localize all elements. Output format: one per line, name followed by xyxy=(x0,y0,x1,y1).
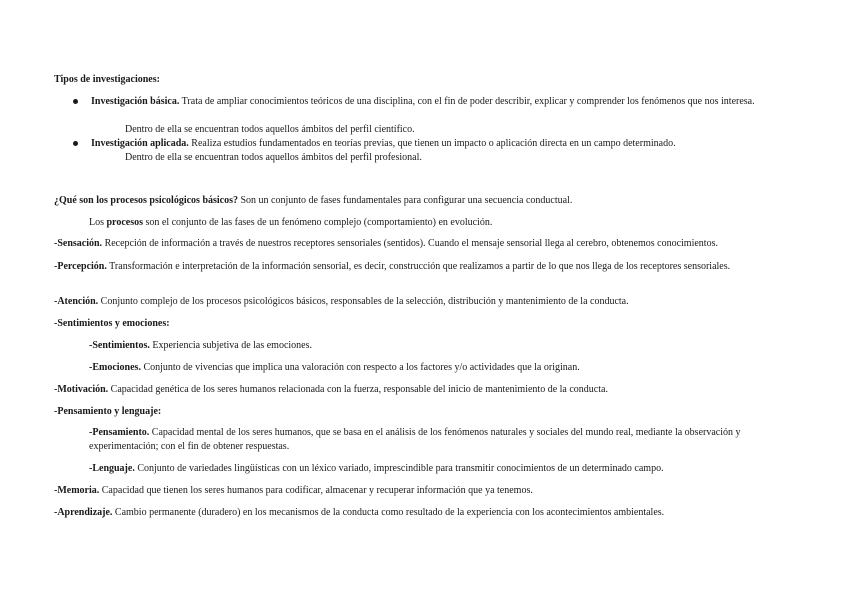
paragraph-motivacion: -Motivación. Capacidad genética de los seres humanos relacionada con la fuerza, responsable del inicio de mantenimiento de la conducta. xyxy=(54,384,608,395)
section-title: Tipos de investigaciones: xyxy=(54,74,160,85)
heading-pensamiento-lenguaje: -Pensamiento y lenguaje: xyxy=(54,406,162,417)
heading-sentimientos-emociones: -Sentimientos y emociones: xyxy=(54,318,170,329)
paragraph-percepcion: -Percepción. Transformación e interpretación de la información sensorial, es decir, construcción que realizamos a partir de lo que nos llega de los receptores sensoriales. xyxy=(54,261,731,272)
list-item-sub-aplicada: Dentro de ella se encuentran todos aquellos ámbitos del perfil profesional. xyxy=(125,152,422,163)
paragraph-sensacion: -Sensación. Recepción de información a través de nuestros receptores sensoriales (sentidos). Cuando el mensaje sensorial llega al cerebro, obtenemos conocimientos. xyxy=(54,238,718,249)
paragraph-pensamiento: -Pensamiento. Capacidad mental de los seres humanos, que se basa en el análisis de los fenómenos naturales y sociales del mundo real, mediante la observación y experimentación; con el fin de obtener respuestas. xyxy=(89,427,741,452)
bullet-icon xyxy=(73,99,78,104)
list-item-investigacion-basica: Investigación básica. Trata de ampliar conocimientos teóricos de una disciplina, con el fin de poder describir, explicar y comprender los fenómenos que nos interesa. xyxy=(91,96,755,107)
paragraph-atencion: -Atención. Conjunto complejo de los procesos psicológicos básicos, responsables de la selección, distribución y mantenimiento de la conducta. xyxy=(54,296,629,307)
list-item-sub-basica: Dentro de ella se encuentran todos aquellos ámbitos del perfil científico. xyxy=(125,124,415,135)
paragraph-pregunta: ¿Qué son los procesos psicológicos básicos? Son un conjunto de fases fundamentales para configurar una secuencia conductual. xyxy=(54,195,573,206)
paragraph-procesos: Los procesos son el conjunto de las fases de un fenómeno complejo (comportamiento) en evolución. xyxy=(89,217,493,228)
paragraph-aprendizaje: -Aprendizaje. Cambio permanente (duradero) en los mecanismos de la conducta como resultado de la experiencia con los acontecimientos ambientales. xyxy=(54,507,665,518)
list-item-investigacion-aplicada: Investigación aplicada. Realiza estudios fundamentados en teorías previas, que tienen un impacto o aplicación directa en un campo determinado. xyxy=(91,138,676,149)
paragraph-emociones: -Emociones. Conjunto de vivencias que implica una valoración con respecto a los factores y/o actividades que la originan. xyxy=(89,362,580,373)
paragraph-memoria: -Memoria. Capacidad que tienen los seres humanos para codificar, almacenar y recuperar información que ya tenemos. xyxy=(54,485,533,496)
paragraph-lenguaje: -Lenguaje. Conjunto de variedades lingüísticas con un léxico variado, imprescindible para transmitir conocimientos de un determinado campo. xyxy=(89,463,664,474)
paragraph-sentimientos: -Sentimientos. Experiencia subjetiva de las emociones. xyxy=(89,340,313,351)
bullet-icon xyxy=(73,141,78,146)
